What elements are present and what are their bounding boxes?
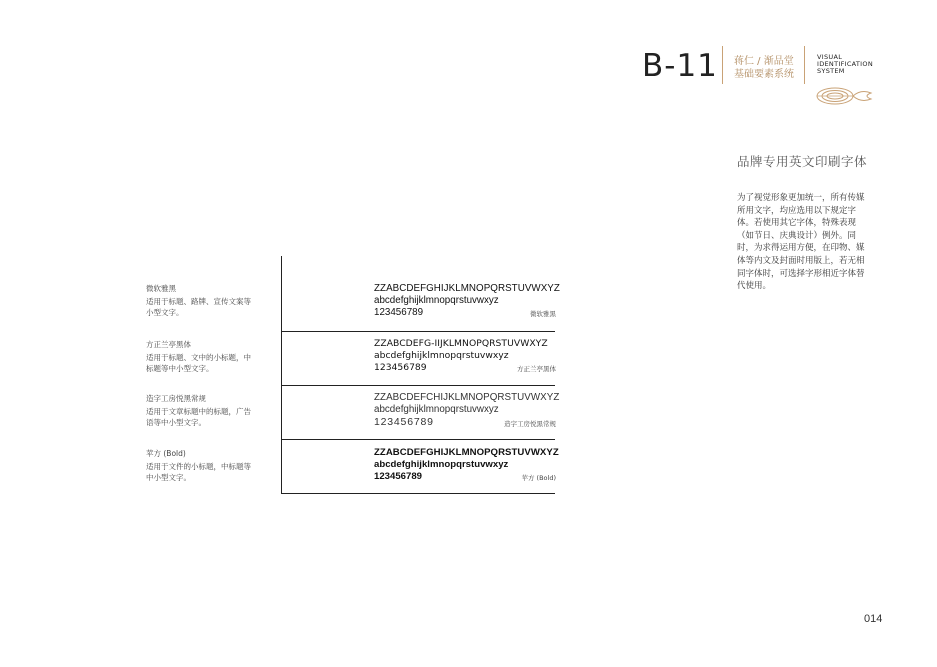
page-number: 014 xyxy=(864,613,883,625)
font-description: 适用于文件的小标题，中标题等中小型文字。 xyxy=(146,462,251,482)
header-zh-line2: 基础要素系统 xyxy=(734,69,794,80)
table-row-divider xyxy=(281,493,555,494)
table-row-divider xyxy=(281,439,555,440)
specimen-digits: 123456789 xyxy=(374,471,423,482)
header-divider xyxy=(722,46,723,84)
header-zh-line1: 蒋仁 / 渐品堂 xyxy=(734,56,794,67)
font-specimen xyxy=(374,447,559,482)
section-title: 品牌专用英文印刷字体 xyxy=(737,154,868,169)
specimen-lowercase: abcdefghijklmnopqrstuvwxyz xyxy=(374,350,509,361)
header-chinese-title xyxy=(734,55,794,81)
specimen-uppercase: ZZABCDEFGHIJKLMNOPQRSTUVWXYZ xyxy=(374,447,559,458)
specimen-uppercase: ZZABCDEFCHIJKLMNOPQRSTUVWXYZ xyxy=(374,392,560,403)
specimen-lowercase: abcdefghijklmnopqrstuvwxyz xyxy=(374,404,499,415)
specimen-font-name: 苹方 (Bold) xyxy=(521,474,556,482)
font-title: 造字工房悦黑常规 xyxy=(146,394,206,403)
specimen-digits: 123456789 xyxy=(374,362,427,373)
font-specimen xyxy=(374,283,560,318)
table-row-divider xyxy=(281,385,555,386)
specimen-font-name: 造字工房悦黑常规 xyxy=(504,420,556,428)
specimen-lowercase: abcdefghijklmnopqrstuvwxyz xyxy=(374,459,509,470)
table-row-divider xyxy=(281,331,555,332)
specimen-lowercase: abcdefghijklmnopqrstuvwxyz xyxy=(374,295,499,306)
specimen-font-name: 方正兰亭黑体 xyxy=(517,365,556,373)
specimen-digits: 123456789 xyxy=(374,307,424,318)
table-vertical-rule xyxy=(281,256,282,494)
font-specimen xyxy=(374,338,556,373)
font-title: 方正兰亭黑体 xyxy=(146,340,191,349)
font-title: 微软雅黑 xyxy=(146,284,176,293)
font-title: 苹方 (Bold) xyxy=(146,449,186,458)
specimen-font-name: 微软雅黑 xyxy=(530,310,556,318)
font-description: 适用于标题、文中的小标题，中标题等中小型文字。 xyxy=(146,353,251,373)
page-code: B-11 xyxy=(642,48,718,84)
header-divider xyxy=(804,46,805,84)
vis-line-2: IDENTIFICATION xyxy=(817,60,873,68)
specimen-uppercase: ZZABCDEFGHIJKLMNOPQRSTUVWXYZ xyxy=(374,283,560,294)
font-specimen xyxy=(374,392,560,428)
font-description: 适用于文章标题中的标题，广告语等中小型文字。 xyxy=(146,407,251,427)
specimen-digits: 123456789 xyxy=(374,416,434,428)
brand-logo-icon xyxy=(815,85,873,107)
vis-line-3: SYSTEM xyxy=(817,67,845,75)
vis-label xyxy=(817,54,873,75)
vis-line-1: VISUAL xyxy=(817,53,843,61)
specimen-uppercase: ZZABCDEFG-IIJKLMNOPQRSTUVWXYZ xyxy=(374,338,548,349)
section-description: 为了视觉形象更加统一，所有传媒所用文字，均应选用以下规定字体。若使用其它字体，特殊表现（如节日、庆典设计）例外。同时，为求得运用方便，在印物、媒体等内文及封面时用版上，若无相同字体时，可选择字形相近字体替代使用。 xyxy=(737,193,865,292)
font-description: 适用于标题、路牌、宣传文案等小型文字。 xyxy=(146,297,251,317)
